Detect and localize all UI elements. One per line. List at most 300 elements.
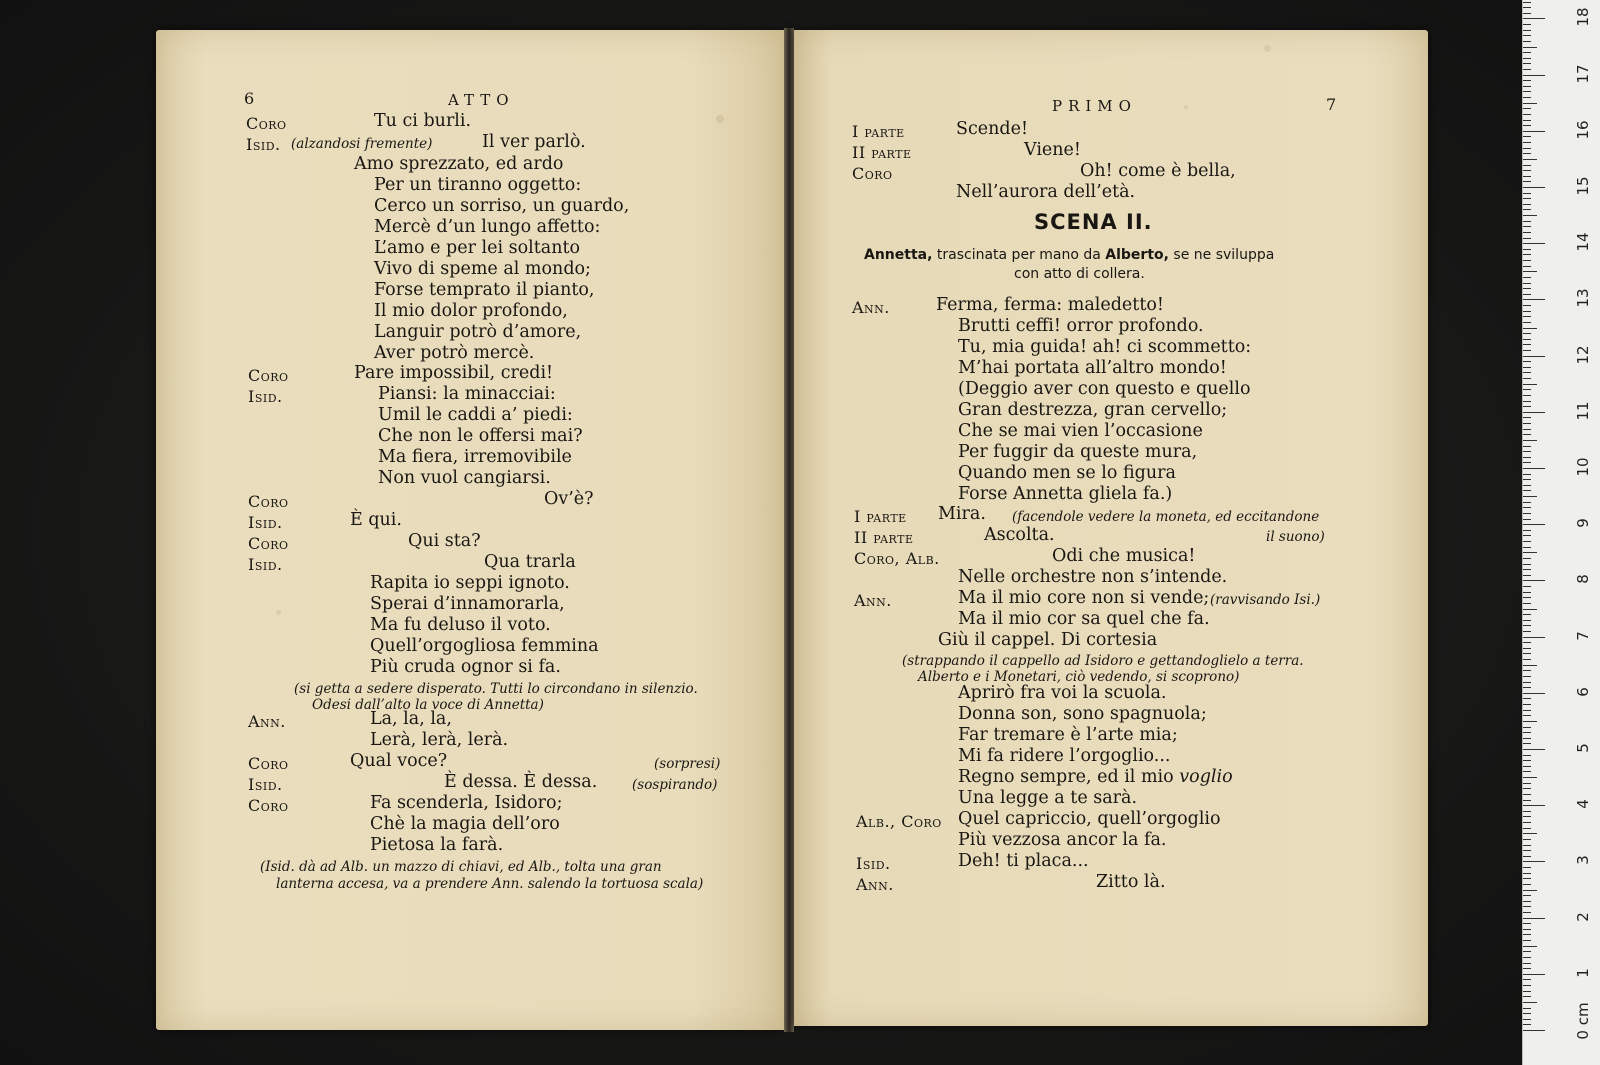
verse-line: La, la, la, xyxy=(370,709,452,729)
ruler-tick xyxy=(1523,822,1531,823)
speaker: Coro xyxy=(246,114,287,133)
ruler-tick xyxy=(1523,221,1531,222)
ruler-number: 0 cm xyxy=(1574,1002,1592,1040)
ruler-tick xyxy=(1523,367,1531,368)
verse-line: Deh! ti placa... xyxy=(958,851,1089,871)
ruler-number: 7 xyxy=(1574,630,1592,641)
verse-line: Ascolta. xyxy=(984,525,1055,545)
verse-line: Fa scenderla, Isidoro; xyxy=(370,793,563,813)
verse-line: Ma il mio core non si vende; xyxy=(958,588,1210,608)
verse-line: Umil le caddi a’ piedi: xyxy=(378,405,573,425)
ruler-tick xyxy=(1523,35,1531,36)
verse-line: Ov’è? xyxy=(544,489,594,509)
ruler-tick xyxy=(1523,311,1531,312)
verse-line: Chè la magia dell’oro xyxy=(370,814,560,834)
ruler-tick xyxy=(1523,597,1531,598)
ruler-number: 15 xyxy=(1574,176,1592,196)
ruler-tick xyxy=(1523,670,1531,671)
verse-line: Nell’aurora dell’età. xyxy=(956,182,1136,202)
right-page xyxy=(794,30,1428,1026)
ruler-tick xyxy=(1523,963,1531,964)
ruler-tick xyxy=(1523,406,1531,407)
stage-direction: lanterna accesa, va a prendere Ann. salendo la tortuosa scala) xyxy=(276,876,704,892)
ruler-tick xyxy=(1523,766,1531,767)
ruler-tick xyxy=(1523,260,1531,261)
verse-line: Mi fa ridere l’orgoglio... xyxy=(958,746,1171,766)
ruler-tick xyxy=(1523,800,1531,801)
ruler-tick xyxy=(1523,271,1537,272)
ruler-tick xyxy=(1523,580,1545,581)
ruler-tick xyxy=(1523,440,1537,441)
verse-line: Languir potrò d’amore, xyxy=(374,322,582,342)
ruler-tick xyxy=(1523,86,1531,87)
ruler-tick xyxy=(1523,170,1531,171)
scene-title: SCENA II. xyxy=(1034,210,1153,234)
ruler-tick xyxy=(1523,923,1531,924)
verse-line: Forse Annetta gliela fa.) xyxy=(958,484,1173,504)
ruler-tick xyxy=(1523,856,1531,857)
ruler-tick xyxy=(1523,648,1531,649)
ruler-tick xyxy=(1523,760,1531,761)
verse-text: Regno sempre, ed il mio xyxy=(958,767,1174,787)
ruler-tick xyxy=(1523,755,1531,756)
ruler-tick xyxy=(1523,288,1531,289)
ruler-tick xyxy=(1523,7,1531,8)
ruler-tick xyxy=(1523,603,1531,604)
verse-line: Che se mai vien l’occasione xyxy=(958,421,1203,441)
ruler-tick xyxy=(1523,715,1531,716)
ruler-tick xyxy=(1523,890,1537,891)
ruler-tick xyxy=(1523,609,1537,610)
scene-description-text: se ne sviluppa xyxy=(1173,247,1275,263)
stage-direction: (alzandosi fremente) xyxy=(291,136,433,152)
ruler-tick xyxy=(1523,552,1537,553)
ruler-tick xyxy=(1523,47,1537,48)
ruler-tick xyxy=(1523,277,1531,278)
verse-line: Donna son, sono spagnuola; xyxy=(958,704,1207,724)
ruler-tick xyxy=(1523,558,1531,559)
speaker: Coro xyxy=(248,366,289,385)
ruler-tick xyxy=(1523,614,1531,615)
ruler-tick xyxy=(1523,63,1531,64)
ruler-tick xyxy=(1523,620,1531,621)
ruler-tick xyxy=(1523,912,1531,913)
ruler-tick xyxy=(1523,209,1531,210)
ruler-tick xyxy=(1523,569,1531,570)
ruler-tick xyxy=(1523,389,1531,390)
verse-line: Pietosa la farà. xyxy=(370,835,504,855)
verse-line: Oh! come è bella, xyxy=(1080,161,1236,181)
speaker: Coro xyxy=(248,796,289,815)
ruler-tick xyxy=(1523,412,1545,413)
ruler-number: 16 xyxy=(1574,120,1592,140)
speaker: Isid. xyxy=(246,135,281,154)
ruler-tick xyxy=(1523,710,1531,711)
stage-direction: (si getta a sedere disperato. Tutti lo circondano in silenzio. xyxy=(294,681,698,697)
ruler-tick xyxy=(1523,378,1531,379)
ruler-number: 9 xyxy=(1574,518,1592,528)
ruler-tick xyxy=(1523,266,1531,267)
ruler-tick xyxy=(1523,58,1531,59)
ruler-tick xyxy=(1523,125,1531,126)
ruler-tick xyxy=(1523,850,1531,851)
ruler-tick xyxy=(1523,906,1531,907)
ruler-tick xyxy=(1523,934,1531,935)
ruler-tick xyxy=(1523,350,1531,351)
running-header: PRIMO xyxy=(1052,97,1137,115)
speaker: Alb., Coro xyxy=(856,812,942,831)
ruler-number: 10 xyxy=(1574,457,1592,477)
verse-line: Tu, mia guida! ah! ci scommetto: xyxy=(958,337,1252,357)
ruler-number: 12 xyxy=(1574,345,1592,365)
ruler-tick xyxy=(1523,530,1531,531)
speaker: Ann. xyxy=(856,875,894,894)
ruler-tick xyxy=(1523,996,1531,997)
ruler-tick xyxy=(1523,951,1531,952)
verse-line: Una legge a te sarà. xyxy=(958,788,1138,808)
scene-description xyxy=(864,245,1274,266)
ruler-tick xyxy=(1523,159,1537,160)
ruler-tick xyxy=(1523,519,1531,520)
ruler-tick xyxy=(1523,929,1531,930)
ruler-tick xyxy=(1523,69,1531,70)
ruler-tick xyxy=(1523,732,1531,733)
verse-line: Forse temprato il pianto, xyxy=(374,280,595,300)
ruler-tick xyxy=(1523,97,1531,98)
verse-line: Aprirò fra voi la scuola. xyxy=(958,683,1167,703)
ruler-tick xyxy=(1523,1030,1545,1031)
speaker: Ann. xyxy=(248,712,286,731)
ruler-tick xyxy=(1523,339,1531,340)
verse-line: Quando men se lo figura xyxy=(958,463,1176,483)
ruler-tick xyxy=(1523,1013,1531,1014)
ruler-tick xyxy=(1523,974,1545,975)
book-gutter xyxy=(784,28,794,1032)
verse-line: È qui. xyxy=(350,510,402,530)
speaker: Isid. xyxy=(248,775,283,794)
ruler-tick xyxy=(1523,783,1531,784)
ruler-tick xyxy=(1523,839,1531,840)
ruler-tick xyxy=(1523,423,1531,424)
character-name: Annetta, xyxy=(864,247,933,263)
running-header: ATTO xyxy=(448,91,515,109)
ruler-tick xyxy=(1523,485,1531,486)
ruler-tick xyxy=(1523,743,1531,744)
ruler-tick xyxy=(1523,395,1531,396)
verse-line: Vivo di speme al mondo; xyxy=(374,259,591,279)
verse-line: Più cruda ognor si fa. xyxy=(370,657,561,677)
ruler-tick xyxy=(1523,361,1531,362)
speaker: Coro, Alb. xyxy=(854,549,940,568)
ruler-tick xyxy=(1523,165,1531,166)
ruler-tick xyxy=(1523,895,1531,896)
verse-line: Mercè d’un lungo affetto: xyxy=(374,217,601,237)
ruler-tick xyxy=(1523,18,1545,19)
ruler-tick xyxy=(1523,238,1531,239)
speaker: Coro xyxy=(248,754,289,773)
ruler-tick xyxy=(1523,991,1531,992)
ruler-number: 1 xyxy=(1574,968,1592,978)
ruler-number: 5 xyxy=(1574,743,1592,753)
ruler-number: 4 xyxy=(1574,799,1592,809)
speaker: Isid. xyxy=(248,555,283,574)
ruler-tick xyxy=(1523,564,1531,565)
ruler-tick xyxy=(1523,215,1537,216)
verse-line: Ma il mio cor sa quel che fa. xyxy=(958,609,1210,629)
ruler-tick xyxy=(1523,496,1537,497)
verse-line: Pare impossibil, credi! xyxy=(354,363,554,383)
ruler-tick xyxy=(1523,507,1531,508)
verse-line: M’hai portata all’altro mondo! xyxy=(958,358,1227,378)
stage-direction: (Isid. dà ad Alb. un mazzo di chiavi, ed Alb., tolta una gran xyxy=(260,859,662,875)
ruler-tick xyxy=(1523,13,1531,14)
ruler-tick xyxy=(1523,873,1531,874)
verse-line: Ma fu deluso il voto. xyxy=(370,615,551,635)
ruler-tick xyxy=(1523,283,1531,284)
ruler-tick xyxy=(1523,136,1531,137)
stage-direction: (sorpresi) xyxy=(654,756,721,772)
ruler-tick xyxy=(1523,721,1537,722)
speaker: Isid. xyxy=(248,387,283,406)
ruler-tick xyxy=(1523,788,1531,789)
verse-line: Cerco un sorriso, un guardo, xyxy=(374,196,630,216)
ruler-tick xyxy=(1523,665,1537,666)
stage-direction: il suono) xyxy=(1266,529,1325,545)
ruler-tick xyxy=(1523,41,1531,42)
ruler-tick xyxy=(1523,749,1545,750)
ruler-tick xyxy=(1523,305,1531,306)
ruler-tick xyxy=(1523,704,1531,705)
ruler-tick xyxy=(1523,727,1531,728)
ruler-tick xyxy=(1523,187,1545,188)
stage-direction: (facendole vedere la moneta, ed eccitandone xyxy=(1012,509,1320,525)
scene-description-text: trascinata per mano da xyxy=(936,247,1101,263)
ruler-tick xyxy=(1523,333,1531,334)
verse-line: Quell’orgogliosa femmina xyxy=(370,636,599,656)
speaker: I parte xyxy=(852,122,905,141)
ruler-tick xyxy=(1523,968,1531,969)
ruler-tick xyxy=(1523,243,1545,244)
ruler-tick xyxy=(1523,468,1545,469)
page-number: 7 xyxy=(1326,95,1337,114)
verse-line: Per un tiranno oggetto: xyxy=(374,175,582,195)
ruler-tick xyxy=(1523,513,1531,514)
ruler-tick xyxy=(1523,120,1531,121)
verse-line: Far tremare è l’arte mia; xyxy=(958,725,1178,745)
ruler-tick xyxy=(1523,502,1531,503)
verse-line: Il mio dolor profondo, xyxy=(374,301,568,321)
page-number: 6 xyxy=(244,89,255,108)
verse-line: Ferma, ferma: maledetto! xyxy=(936,295,1164,315)
verse-line: Nelle orchestre non s’intende. xyxy=(958,567,1228,587)
ruler-tick xyxy=(1523,828,1531,829)
ruler-tick xyxy=(1523,637,1545,638)
ruler-tick xyxy=(1523,198,1531,199)
ruler-tick xyxy=(1523,659,1531,660)
verse-line: Lerà, lerà, lerà. xyxy=(370,730,509,750)
ruler-tick xyxy=(1523,687,1531,688)
ruler-tick xyxy=(1523,176,1531,177)
speaker: Isid. xyxy=(856,854,891,873)
ruler-tick xyxy=(1523,30,1531,31)
speaker: Ann. xyxy=(852,298,890,317)
speaker: Isid. xyxy=(248,513,283,532)
verse-line: Viene! xyxy=(1024,140,1081,160)
ruler-tick xyxy=(1523,181,1531,182)
ruler-tick xyxy=(1523,446,1531,447)
ruler-tick xyxy=(1523,75,1545,76)
ruler-tick xyxy=(1523,918,1545,919)
ruler-tick xyxy=(1523,328,1537,329)
ruler-tick xyxy=(1523,429,1531,430)
verse-line: Per fuggir da queste mura, xyxy=(958,442,1198,462)
ruler-tick xyxy=(1523,356,1545,357)
ruler-tick xyxy=(1523,676,1531,677)
verse-line: L’amo e per lei soltanto xyxy=(374,238,581,258)
ruler-tick xyxy=(1523,738,1531,739)
ruler-tick xyxy=(1523,642,1531,643)
verse-line: Il ver parlò. xyxy=(482,132,586,152)
verse-line xyxy=(958,767,1233,788)
ruler-tick xyxy=(1523,524,1545,525)
verse-line: Gran destrezza, gran cervello; xyxy=(958,400,1228,420)
stage-direction: (ravvisando Isi.) xyxy=(1210,592,1321,608)
ruler-tick xyxy=(1523,193,1531,194)
stage-direction: Alberto e i Monetari, ciò vedendo, si scoprono) xyxy=(918,669,1240,685)
ruler-tick xyxy=(1523,52,1531,53)
ruler-tick xyxy=(1523,946,1537,947)
ruler-tick xyxy=(1523,979,1531,980)
ruler-tick xyxy=(1523,204,1531,205)
speaker: Coro xyxy=(248,492,289,511)
ruler-tick xyxy=(1523,417,1531,418)
ruler-tick xyxy=(1523,867,1531,868)
verse-line: Sperai d’innamorarla, xyxy=(370,594,565,614)
ruler-tick xyxy=(1523,586,1531,587)
ruler-tick xyxy=(1523,884,1531,885)
speaker: II parte xyxy=(854,528,914,547)
ruler-tick xyxy=(1523,957,1531,958)
verse-line: Zitto là. xyxy=(1096,872,1166,892)
speaker: Coro xyxy=(852,164,893,183)
verse-line: Tu ci burli. xyxy=(374,111,472,131)
verse-line: Brutti ceffi! orror profondo. xyxy=(958,316,1204,336)
ruler-tick xyxy=(1523,2,1531,3)
ruler-tick xyxy=(1523,451,1531,452)
ruler-tick xyxy=(1523,682,1531,683)
ruler-tick xyxy=(1523,148,1531,149)
ruler-tick xyxy=(1523,794,1531,795)
ruler-tick xyxy=(1523,299,1545,300)
verse-line: Piansi: la minacciai: xyxy=(378,384,556,404)
ruler-tick xyxy=(1523,535,1531,536)
ruler-number: 11 xyxy=(1574,401,1592,421)
verse-line: Aver potrò mercè. xyxy=(374,343,535,363)
ruler-number: 14 xyxy=(1574,232,1592,252)
speaker: II parte xyxy=(852,143,912,162)
ruler-tick xyxy=(1523,91,1531,92)
ruler-tick xyxy=(1523,254,1531,255)
ruler-tick xyxy=(1523,474,1531,475)
measuring-ruler xyxy=(1522,0,1600,1065)
ruler-tick xyxy=(1523,861,1545,862)
verse-line: Quel capriccio, quell’orgoglio xyxy=(958,809,1221,829)
verse-line: Qui sta? xyxy=(408,531,481,551)
ruler-tick xyxy=(1523,131,1545,132)
verse-line: Mira. xyxy=(938,504,986,524)
ruler-tick xyxy=(1523,698,1531,699)
ruler-tick xyxy=(1523,80,1531,81)
ruler-tick xyxy=(1523,985,1531,986)
ruler-tick xyxy=(1523,878,1531,879)
verse-line: È dessa. È dessa. xyxy=(444,772,598,792)
ruler-tick xyxy=(1523,631,1531,632)
ruler-tick xyxy=(1523,845,1531,846)
ruler-number: 17 xyxy=(1574,64,1592,84)
verse-line: Qual voce? xyxy=(350,751,448,771)
ruler-number: 3 xyxy=(1574,855,1592,866)
ruler-tick xyxy=(1523,294,1531,295)
ruler-tick xyxy=(1523,401,1531,402)
speaker: Ann. xyxy=(854,591,892,610)
verse-line: Qua trarla xyxy=(484,552,576,572)
ruler-tick xyxy=(1523,693,1545,694)
ruler-tick xyxy=(1523,479,1531,480)
verse-line: Odi che musica! xyxy=(1052,546,1196,566)
ruler-tick xyxy=(1523,816,1531,817)
verse-italic-word: voglio xyxy=(1179,767,1233,787)
verse-line: Non vuol cangiarsi. xyxy=(378,468,551,488)
ruler-tick xyxy=(1523,777,1537,778)
stage-direction: (sospirando) xyxy=(632,777,718,793)
ruler-tick xyxy=(1523,108,1531,109)
ruler-number: 13 xyxy=(1574,288,1592,308)
ruler-tick xyxy=(1523,805,1545,806)
ruler-tick xyxy=(1523,226,1531,227)
ruler-tick xyxy=(1523,24,1531,25)
ruler-tick xyxy=(1523,372,1531,373)
ruler-tick xyxy=(1523,1002,1537,1003)
character-name: Alberto, xyxy=(1105,247,1169,263)
ruler-tick xyxy=(1523,1008,1531,1009)
ruler-number: 6 xyxy=(1574,687,1592,697)
stage-direction: Odesi dall’alto la voce di Annetta) xyxy=(312,697,544,713)
ruler-tick xyxy=(1523,457,1531,458)
verse-line: Scende! xyxy=(956,119,1029,139)
ruler-tick xyxy=(1523,232,1531,233)
scene-description: con atto di collera. xyxy=(1014,266,1145,282)
verse-line: Più vezzosa ancor la fa. xyxy=(958,830,1167,850)
verse-line: Rapita io seppi ignoto. xyxy=(370,573,570,593)
ruler-tick xyxy=(1523,592,1531,593)
ruler-number: 2 xyxy=(1574,911,1592,922)
ruler-number: 18 xyxy=(1574,7,1592,27)
ruler-tick xyxy=(1523,249,1531,250)
ruler-tick xyxy=(1523,833,1537,834)
ruler-tick xyxy=(1523,384,1537,385)
ruler-tick xyxy=(1523,653,1531,654)
ruler-tick xyxy=(1523,153,1531,154)
stage-direction: (strappando il cappello ad Isidoro e gettandoglielo a terra. xyxy=(902,653,1304,669)
verse-line: Ma fiera, irremovibile xyxy=(378,447,572,467)
verse-line: (Deggio aver con questo e quello xyxy=(958,379,1251,399)
left-page xyxy=(156,30,784,1030)
ruler-tick xyxy=(1523,434,1531,435)
ruler-tick xyxy=(1523,103,1537,104)
speaker: I parte xyxy=(854,507,907,526)
ruler-tick xyxy=(1523,811,1531,812)
ruler-tick xyxy=(1523,940,1531,941)
